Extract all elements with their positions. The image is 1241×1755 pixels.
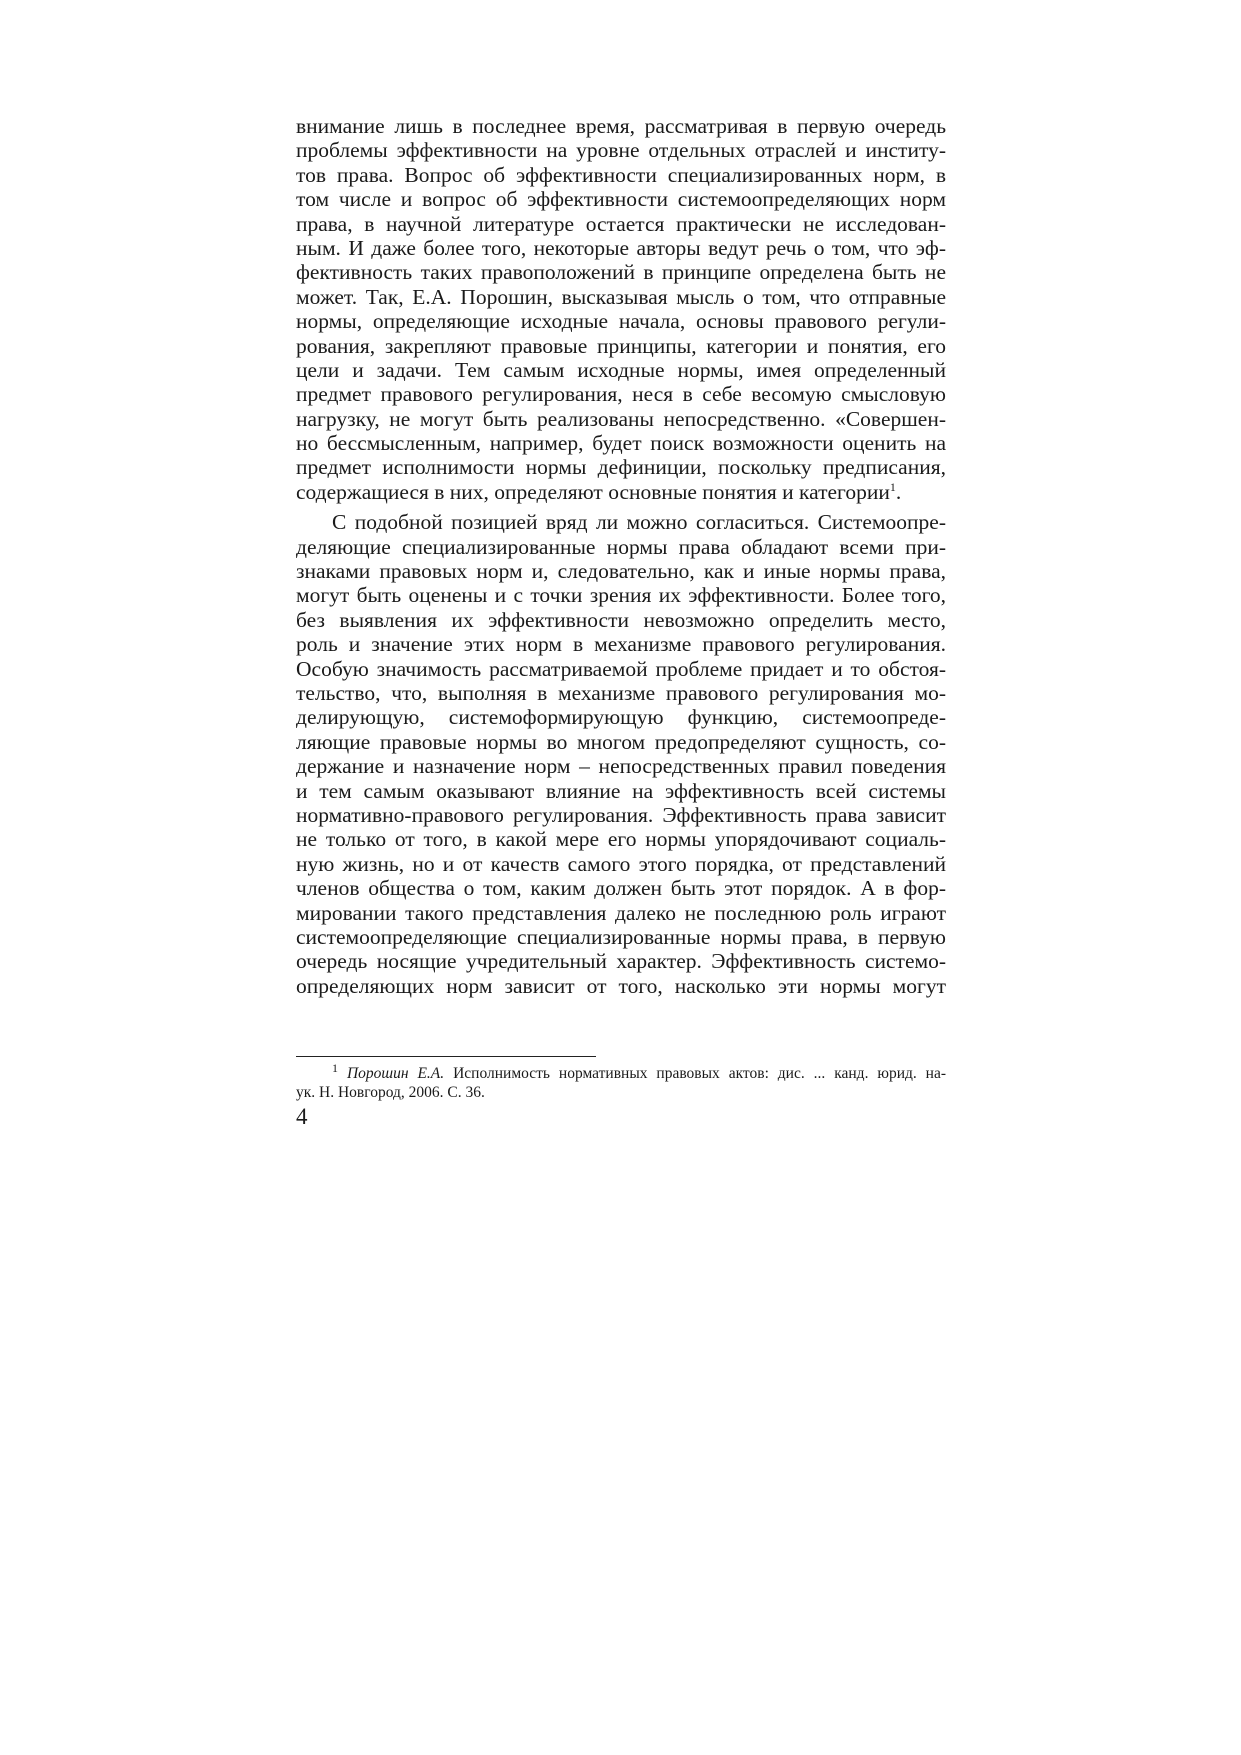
text-line: нормы, определяющие исходные начала, основы правового регули- [296,309,946,334]
paragraph-1 [296,114,946,504]
text-line-last [296,480,946,504]
footnote-line [296,1060,947,1083]
text-line: держание и назначение норм – непосредственных правил поведения [296,754,946,779]
text-line: цели и задачи. Тем самым исходные нормы, имея определенный [296,357,946,382]
footnote-reference[interactable]: 1 [889,479,896,494]
text-line: Особую значимость рассматриваемой проблеме придает и то обстоя- [296,656,946,681]
footnote-text: Исполнимость нормативных правовых актов: дис. ... канд. юрид. на- [453,1065,947,1082]
text-line: нагрузку, не могут быть реализованы непосредственно. «Совершен- [296,406,946,431]
paragraph-2 [296,510,946,998]
text-line: может. Так, Е.А. Порошин, высказывая мысль о том, что отправные [296,284,946,309]
text-line: мировании такого представления далеко не последнюю роль играют [296,900,946,925]
text-line-content: содержащиеся в них, определяют основные понятия и категории [296,479,890,504]
text-line: ным. И даже более того, некоторые авторы ведут речь о том, что эф- [296,235,946,260]
text-line: фективность таких правоположений в принципе определена быть не [296,260,946,285]
text-line: делирующую, системоформирующую функцию, системоопреде- [296,705,946,730]
text-line: не только от того, в какой мере его нормы упорядочивают социаль- [296,827,946,852]
text-line: очередь носящие учредительный характер. Эффективность системо- [296,949,946,974]
text-line: права, в научной литературе остается практически не исследован- [296,211,946,236]
text-line: тов права. Вопрос об эффективности специализированных норм, в [296,162,946,187]
text-line: проблемы эффективности на уровне отдельных отраслей и институ- [296,138,946,163]
footnote [296,1060,947,1102]
text-line: рования, закрепляют правовые принципы, категории и понятия, его [296,333,946,358]
footnote-author: Порошин Е.А. [346,1065,445,1082]
text-line: нормативно-правового регулирования. Эффективность права зависит [296,802,946,827]
text-line: знаками правовых норм и, следовательно, как и иные нормы права, [296,559,946,584]
text-line: предмет правового регулирования, неся в себе весомую смысловую [296,382,946,407]
text-line: и тем самым оказывают влияние на эффективность всей системы [296,778,946,803]
footnote-line-last: ук. Н. Новгород, 2006. С. 36. [296,1084,485,1101]
text-line: внимание лишь в последнее время, рассматривая в первую очередь [296,114,946,138]
sentence-end: . [895,479,902,504]
text-line: системоопределяющие специализированные нормы права, в первую [296,924,946,949]
text-line: предмет исполнимости нормы дефиниции, поскольку предписания, [296,455,946,480]
text-line: тельство, что, выполняя в механизме правового регулирования мо- [296,680,946,705]
text-line: ляющие правовые нормы во многом предопределяют сущность, со- [296,729,946,754]
text-line: определяющих норм зависит от того, насколько эти нормы могут [296,973,946,998]
footnote-separator [296,1056,596,1057]
text-line: без выявления их эффективности невозможно определить место, [296,607,946,632]
text-line: могут быть оценены и с точки зрения их эффективности. Более того, [296,583,946,608]
page-number: 4 [296,1104,308,1129]
text-line: членов общества о том, каким должен быть этот порядок. А в фор- [296,876,946,901]
text-line: роль и значение этих норм в механизме правового регулирования. [296,632,946,657]
text-line: С подобной позицией вряд ли можно согласиться. Системоопре- [332,510,946,535]
footnote-number: 1 [332,1060,338,1075]
text-line: но бессмысленным, например, будет поиск возможности оценить на [296,431,946,456]
main-text [296,114,946,998]
text-line: том числе и вопрос об эффективности системоопределяющих норм [296,187,946,212]
text-line: деляющие специализированные нормы права обладают всеми при- [296,534,946,559]
text-line: ную жизнь, но и от качеств самого этого порядка, от представлений [296,851,946,876]
